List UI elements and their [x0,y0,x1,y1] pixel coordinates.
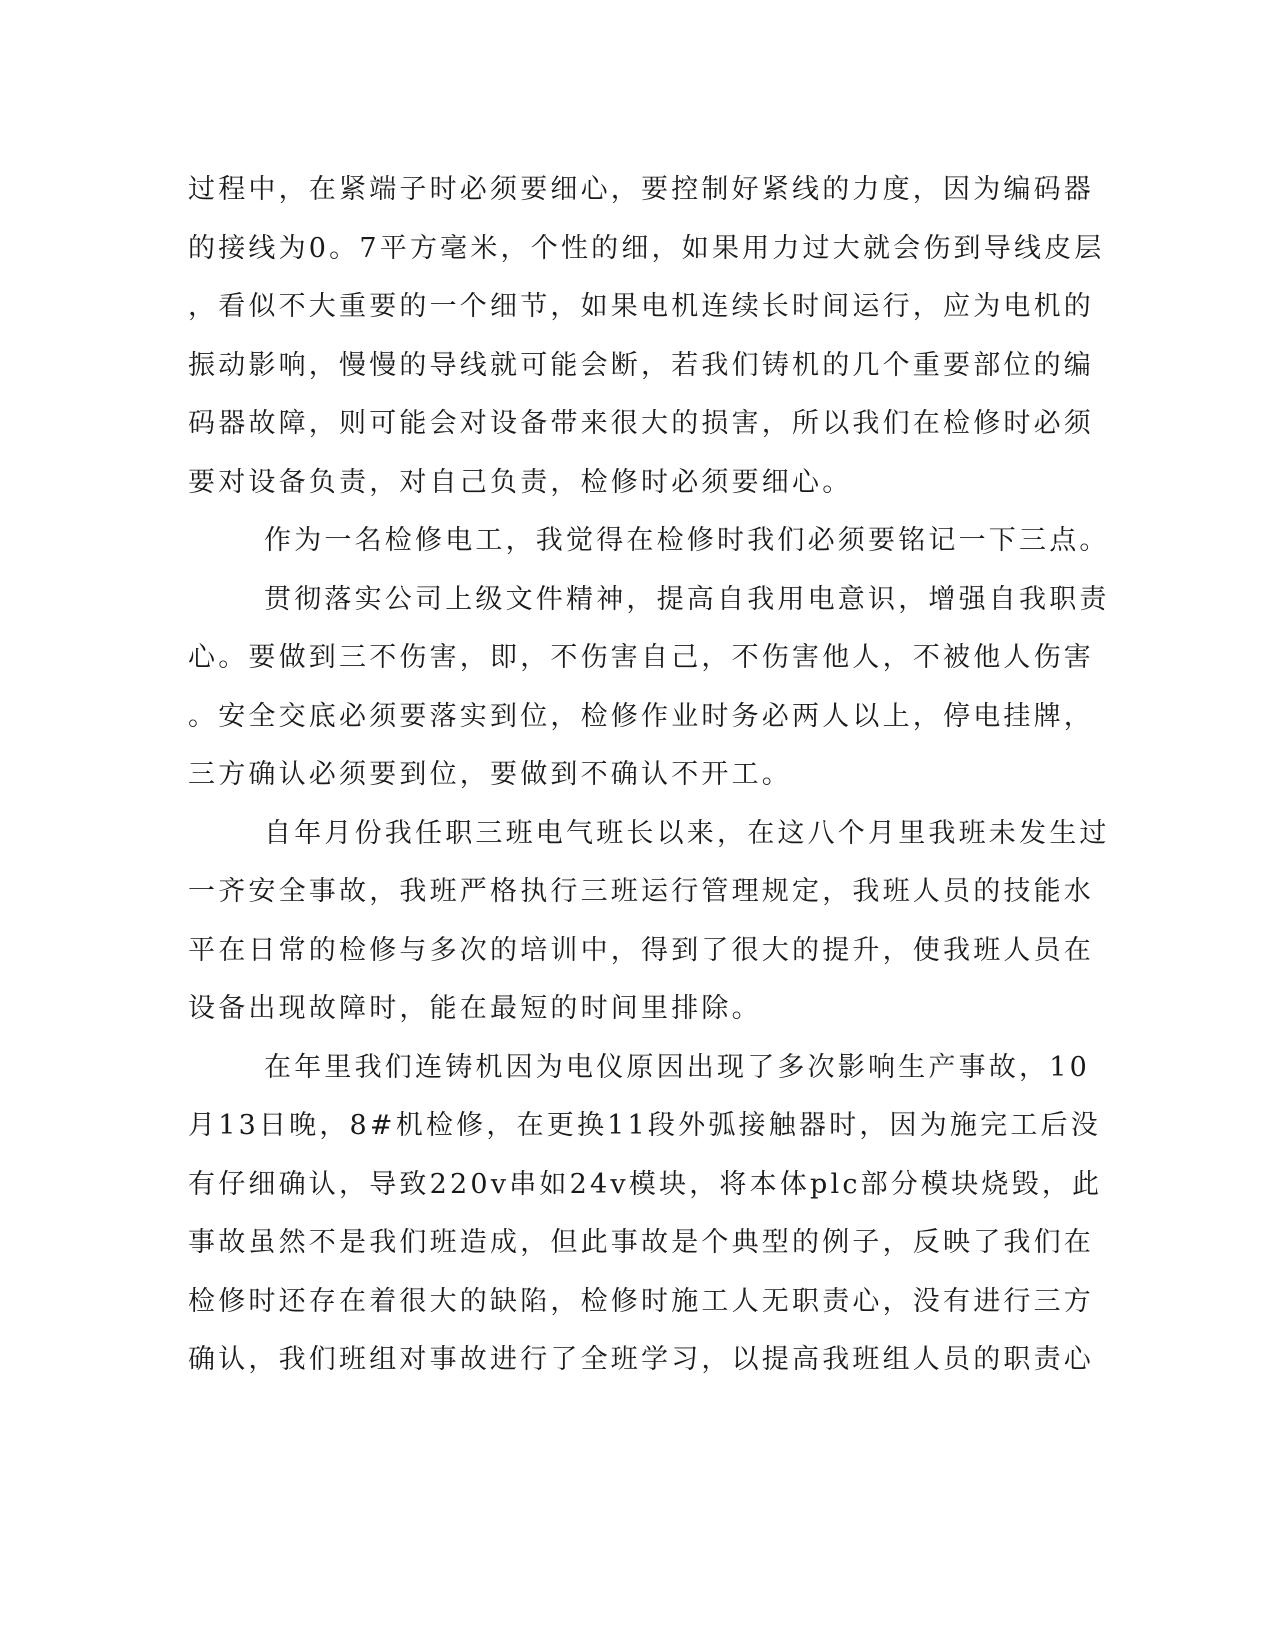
text-line: 过程中，在紧端子时必须要细心，要控制好紧线的力度，因为编码器 [188,174,1094,205]
text-line: 自年月份我任职三班电气班长以来，在这八个月里我班未发生过 [264,817,1110,849]
text-line: 作为一名检修电工，我觉得在检修时我们必须要铭记一下三点。 [264,525,1110,556]
text-line: 事故虽然不是我们班造成，但此事故是个典型的例子，反映了我们在 [188,1227,1094,1258]
text-line: 一齐安全事故，我班严格执行三班运行管理规定，我班人员的技能水 [188,876,1094,907]
text-line: 贯彻落实公司上级文件精神，提高自我用电意识，增强自我职责 [264,583,1110,615]
text-line: 月13日晚，8#机检修，在更换11段外弧接触器时，因为施完工后没 [188,1110,1101,1141]
text-line: 的接线为0。7平方毫米，个性的细，如果用力过大就会伤到导线皮层 [188,232,1105,264]
text-line: 心。要做到三不伤害，即，不伤害自己，不伤害他人，不被他人伤害 [188,642,1094,673]
text-line: ，看似不大重要的一个细节，如果电机连续长时间运行，应为电机的 [188,291,1094,322]
text-line: 确认，我们班组对事故进行了全班学习，以提高我班组人员的职责心 [188,1344,1094,1375]
text-line: 设备出现故障时，能在最短的时间里排除。 [188,993,762,1024]
text-line: 振动影响，慢慢的导线就可能会断，若我们铸机的几个重要部位的编 [188,349,1094,381]
text-line: 。安全交底必须要落实到位，检修作业时务必两人以上，停电挂牌， [188,700,1094,732]
text-line: 检修时还存在着很大的缺陷，检修时施工人无职责心，没有进行三方 [188,1285,1094,1317]
document-body [188,161,1110,1390]
text-line: 要对设备负责，对自己负责，检修时必须要细心。 [188,466,853,498]
text-line: 有仔细确认，导致220v串如24v模块，将本体plc部分模块烧毁，此 [188,1168,1103,1200]
text-line: 平在日常的检修与多次的培训中，得到了很大的提升，使我班人员在 [188,934,1094,966]
text-line: 在年里我们连铸机因为电仪原因出现了多次影响生产事故，10 [264,1051,1090,1083]
text-line: 码器故障，则可能会对设备带来很大的损害，所以我们在检修时必须 [188,408,1094,439]
text-line: 三方确认必须要到位，要做到不确认不开工。 [188,759,792,790]
